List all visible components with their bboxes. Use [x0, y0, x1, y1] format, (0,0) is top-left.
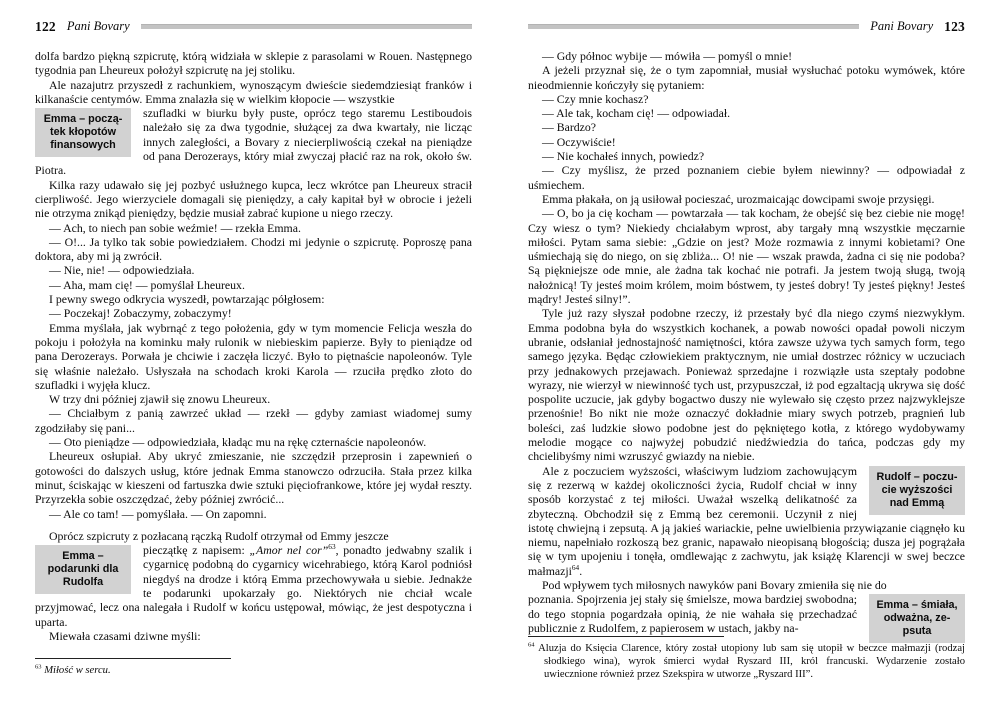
page-number: 122 [35, 18, 56, 34]
footnotes [35, 658, 472, 677]
footnotes [528, 636, 965, 681]
paragraph-text: — Oczywiście! [542, 134, 616, 149]
paragraph [528, 578, 965, 592]
paragraph [35, 406, 472, 435]
footnote-number: 63 [35, 663, 42, 671]
footnote-ref: 63 [328, 542, 336, 552]
running-title: Pani Bovary [66, 19, 130, 33]
page-header-left [35, 19, 472, 34]
footnote-rule [35, 658, 231, 659]
paragraph-text: — Ach, to niech pan sobie weźmie! — rzekła Emma. [49, 220, 301, 235]
paragraph [35, 392, 472, 406]
footnote-rule [528, 636, 724, 637]
footnote-text: Aluzja do Księcia Clarence, który został utopiony lub sam się utopił w beczce małmazji (rodzaj słodkiego wina), wyrok śmierci wydał Ryszard III, król francuski. Wydarzenie zostało uwiecznione również przez Szekspira w utworze „Ryszard III”. [538, 643, 965, 680]
paragraph-text: — Ale co tam! — pomyślała. — On zapomni. [49, 506, 267, 521]
paragraph [35, 263, 472, 277]
paragraph [35, 278, 472, 292]
paragraph [35, 543, 472, 629]
margin-note: Emma – śmiała, odważna, ze- psuta [869, 594, 965, 643]
paragraph-text: — Bardzo? [542, 120, 597, 135]
paragraph [528, 592, 965, 638]
paragraph-text: — O, bo ja cię kocham — powtarzała — tak kocham, że obejść się bez ciebie nie mogę! Czy wiesz o tym? Niekiedy chciałabym wprost, aby targały mną wszystkie męczarnie miłości. Pytam sama siebie: „Gdzie on jest? Może rozmawia z innymi kobietami? One uśmiechają się do niego, on się zbliża... O! nie — wszak prawda, żadna ci się nie podoba? Są piękniejsze ode mnie, ale żadna tak kochać nie potrafi. Ja jestem twoją sługą, twoją nałożnicą! Ty jesteś moim królem, moim bóstwem, ty jesteś dobry! Ty jesteś piękny! Jesteś mądry! Jesteś silny!”. [528, 206, 965, 307]
paragraph-text: — Czy myślisz, że przed poznaniem ciebie byłem niewinny? — odpowiadał z uśmiechem. [528, 163, 965, 192]
page-body [528, 49, 965, 638]
paragraph [528, 306, 965, 463]
paragraph-text: Ale z poczuciem wyższości, właściwym ludziom zachowującym się z rezerwą w każdej okoliczności życia, Rudolf chciał w inny sposób korzystać z tej miłości. Uważał wszelką delikatność za zbyteczną. Obchodził się z Emmą bez ceremonii. Uczynił z niej istotę chwiejną i zepsutą. A ją jakieś wariackie, pełne uwielbienia przywiązanie ciągnęło ku niemu, napełniało rozkoszą bez granic, napawało nieopisaną błogością; dusza jej pogrążała się w tym upojeniu i tonęła, omdlewając z zachwytu, jak książę Klarencji w swej beczce małmazji$^{64}$. [528, 463, 965, 578]
paragraph-text: — Czy mnie kochasz? [542, 91, 649, 106]
paragraph [35, 292, 472, 306]
page-body [35, 49, 472, 643]
header-rule [528, 24, 859, 29]
paragraph-text: Kilka razy udawało się jej pozbyć usłużnego kupca, lecz wkrótce pan Lheureux stracił cierpliwość. Jego wierzyciele domagali się pieniędzy, a cały kapitał był w obrocie i jeżeli nie otrzyma znikąd pieniędzy, będzie musiał zabrać kupione u niego rzeczy. [35, 177, 472, 221]
running-title: Pani Bovary [870, 19, 934, 33]
paragraph-text: A jeżeli przyznał się, że o tym zapomniał, musiał wysłuchać potoku wymówek, które nieodmiennie kończyły się pytaniem: [528, 63, 965, 92]
paragraph [35, 78, 472, 107]
paragraph-text: Miewała czasami dziwne myśli: [49, 628, 201, 643]
paragraph [35, 435, 472, 449]
paragraph-text: pieczątkę z napisem: „Amor nel cor”$^{63}$, ponadto jedwabny szalik i cygarnicę podobną do cygarnicy wicehrabiego, którą Karol podniósł niegdyś na drodze i którą Emma przechowywała u siebie. Jednakże te podarunki upokarzały go. Niektórych nie chciał wcale przyjmować, lecz ona nalegała i Rudolf w końcu ustępował, mówiąc, że jest despotyczna i uparta. [35, 542, 472, 629]
paragraph [35, 221, 472, 235]
paragraph [35, 49, 472, 78]
paragraph [528, 49, 965, 63]
paragraph-text: — Nie kochałeś innych, powiedz? [542, 149, 705, 164]
paragraph [528, 106, 965, 120]
footnote [35, 664, 472, 677]
paragraph [528, 206, 965, 306]
paragraph [35, 306, 472, 320]
footnote [528, 642, 965, 681]
paragraph [35, 507, 472, 521]
paragraph [528, 163, 965, 192]
paragraph [35, 235, 472, 264]
margin-note: Emma – podarunki dla Rudolfa [35, 545, 131, 594]
paragraph-text: W trzy dni później zjawił się znowu Lheureux. [49, 392, 271, 407]
paragraph [528, 192, 965, 206]
paragraph-text: Oprócz szpicruty z pozłacaną rączką Rudolf otrzymał od Emmy jeszcze [49, 528, 389, 543]
paragraph-text: — Gdy północ wybije — mówiła — pomyśl o mnie! [542, 49, 793, 63]
paragraph [35, 449, 472, 506]
paragraph-text: I pewny swego odkrycia wyszedł, powtarzając półgłosem: [49, 292, 325, 307]
paragraph-text: — Ale tak, kocham cię! — odpowiadał. [542, 106, 731, 121]
page-header-right [528, 19, 965, 34]
paragraph-text: — Poczekaj! Zobaczymy, zobaczymy! [49, 306, 232, 321]
paragraph-text: — Oto pieniądze — odpowiedziała, kładąc mu na rękę czternaście napoleonów. [49, 435, 427, 450]
footnote-ref: 64 [571, 562, 580, 572]
paragraph [528, 149, 965, 163]
paragraph-text: Tyle już razy słyszał podobne rzeczy, iż przestały być dla niego czymś niezwykłym. Emma podobna była do wszystkich kochanek, a powab nowości opadał powoli niczym ubranie, odsłaniał jednostajność namiętności, która zawsze używa tych samych form, tego samego języka. Będąc człowiekiem praktycznym, nie umiał dostrzec różnicy w uczuciach przy jednakowych przejawach. Ponieważ sprzedajne i rozwiązłe usta szeptały podobne wyrazy, nie wierzył w niewinność tych ust, przypuszczał, iż pod egzaltacją ukrywa się dość pospolite uczucie, jak gdyby bogactwo duszy nie wylewało się często przez najzwyklejsze przenośnie! Bo nikt nie może oznaczyć dokładnie miary swych potrzeb, pragnień lub boleści, zaś ludzkie słowo podobne jest do pękniętego kotła, z którego wydobywamy melodie mogące co najwyżej pobudzić niedźwiedzia do tańca, podczas gdy my chcielibyśmy nimi wzruszyć gwiazdy na niebie. [528, 306, 965, 464]
footnote-text: Miłość w sercu. [44, 665, 111, 676]
page-number: 123 [944, 18, 965, 34]
paragraph-text: — Nie, nie! — odpowiedziała. [49, 263, 195, 278]
paragraph [528, 464, 965, 578]
paragraph-text: Emma myślała, jak wybrnąć z tego położenia, gdy w tym momencie Felicja weszła do pokoju i położyła na kominku mały rulonik w niebieskim papierze. Były to pieniądze od pana Derozerays. Porwała je chciwie i zaczęła liczyć. Było to piętnaście napoleonów. Tyle się właśnie należało. Usłyszała na schodach kroki Karola — rzuciła prędko złoto do szufladki i wyjęła klucz. [35, 320, 472, 392]
paragraph-text: dolfa bardzo piękną szpicrutę, którą widziała w sklepie z parasolami w Rouen. Następnego tygodnia pan Lheureux położył szpicrutę na jej stoliku. [35, 49, 472, 78]
page-right [528, 0, 965, 712]
paragraph [35, 321, 472, 392]
paragraph-text: poznania. Spojrzenia jej stały się śmielsze, mowa bardziej swobodna; do tego stopnia pogardzała opinią, że nie wahała się przechadzać publicznie z Rudolfem, z papierosem w ustach, jakby na- [528, 592, 857, 635]
paragraph-text: Pod wpływem tych miłosnych nawyków pani Bovary zmieniła się nie do [542, 577, 887, 592]
paragraph-text: — O!... Ja tylko tak sobie powiedziałem. Chodzi mi jedynie o szpicrutę. Poproszę pana doktora, aby mi ją zwrócił. [35, 234, 472, 264]
paragraph [35, 529, 472, 543]
paragraph-text: Ale nazajutrz przyszedł z rachunkiem, wynoszącym dwieście siedemdziesiąt franków i kilkanaście centymów. Emma znalazła się w wielkim kłopocie — wszystkie [35, 77, 472, 106]
header-rule [141, 24, 472, 29]
paragraph [35, 629, 472, 643]
paragraph-text: Emma płakała, on ją usiłował pocieszać, urozmaicając dowcipami swoje przysięgi. [542, 191, 935, 206]
paragraph [528, 120, 965, 134]
margin-note: Emma – począ- tek kłopotów finansowych [35, 108, 131, 157]
margin-note: Rudolf – poczu- cie wyższości nad Emmą [869, 466, 965, 515]
paragraph [35, 106, 472, 177]
paragraph [528, 63, 965, 92]
paragraph-text: — Aha, mam cię! — pomyślał Lheureux. [49, 277, 245, 292]
paragraph [35, 178, 472, 221]
footnote-number: 64 [528, 641, 535, 649]
paragraph-text: szufladki w biurku były puste, oprócz tego staremu Lestiboudois należało się za dwa tygodnie, służącej za dwa kwartały, nie licząc innych zaległości, a Bovary z niecierpliwością czekał na pieniądze od pana Derozerays, który miał zwyczaj płacić raz na rok, około św. Piotra. [35, 106, 472, 178]
paragraph [528, 92, 965, 106]
paragraph-text: — Chciałbym z panią zawrzeć układ — rzekł — gdyby zamiast wiadomej sumy zgodziłaby się pani... [35, 406, 472, 435]
paragraph [528, 135, 965, 149]
paragraph-text: Lheureux osłupiał. Aby ukryć zmieszanie, nie szczędził przeprosin i zapewnień o gotowości do dalszych usług, które jednak Emma stanowczo odrzuciła. Stała przez kilka minut, ściskając w kieszeni od fartuszka dwie sztuki pięciofrankowe, które jej wydał reszty. Przyrzekła sobie oszczędzać, żeby później zwrócić... [35, 449, 472, 507]
page-left [35, 0, 472, 712]
